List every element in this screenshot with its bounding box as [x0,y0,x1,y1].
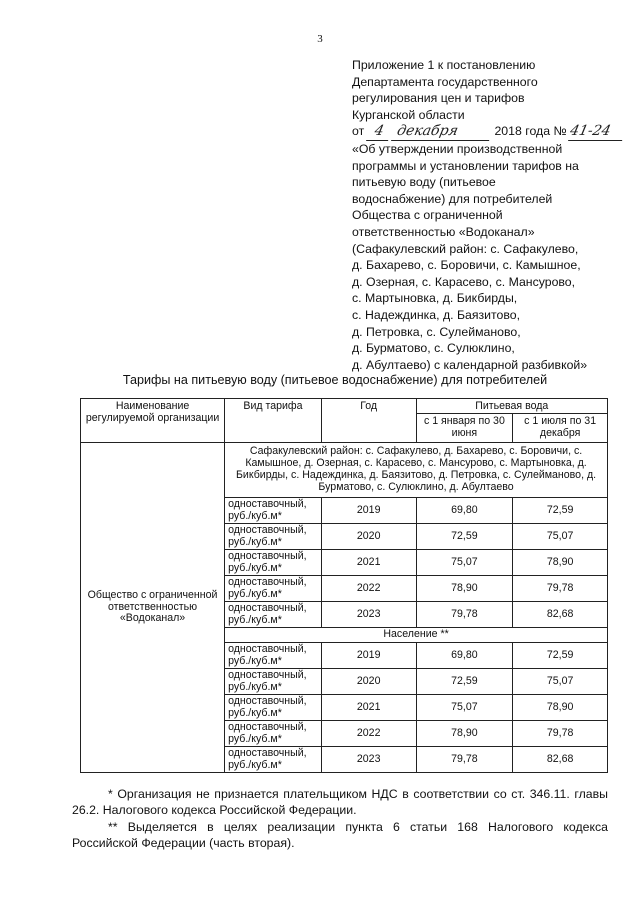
year-cell: 2022 [321,721,416,747]
population-label: Население ** [225,628,608,643]
date-year-text: 2018 года № [494,124,567,139]
year-cell: 2019 [321,643,416,669]
appendix-line: Приложение 1 к постановлению [352,58,536,72]
header-year: Год [321,399,416,443]
tariff-type-cell: одноставочный, руб./куб.м* [225,602,322,628]
tariff-type-cell: одноставочный, руб./куб.м* [225,576,322,602]
year-cell: 2021 [321,550,416,576]
appendix-title-line: с. Мартыновка, д. Бикбирды, [352,291,518,306]
tariff-type-cell: одноставочный, руб./куб.м* [225,524,322,550]
year-cell: 2023 [321,747,416,773]
value-cell-period-2: 79,78 [513,576,608,602]
page-number: 3 [317,33,323,45]
tariff-type-cell: одноставочный, руб./куб.м* [225,721,322,747]
value-cell-period-1: 78,90 [416,721,513,747]
value-cell-period-1: 78,90 [416,576,513,602]
year-cell: 2019 [321,498,416,524]
organization-cell: Общество с ограниченной ответственностью «Водоканал» [81,443,225,773]
appendix-line: Курганской области [352,107,465,122]
tariff-type-cell: одноставочный, руб./куб.м* [225,695,322,721]
date-month: декабря [391,123,493,141]
value-cell-period-1: 72,59 [416,669,513,695]
document-number: 41-24 [568,123,626,141]
tariff-type-cell: одноставочный, руб./куб.м* [225,643,322,669]
appendix-title-line: д. Бахарево, с. Боровичи, с. Камышное, [352,258,581,273]
value-cell-period-1: 69,80 [416,643,513,669]
date-day: 4 [366,123,392,141]
year-cell: 2020 [321,669,416,695]
value-cell-period-2: 78,90 [513,550,608,576]
appendix-title-line: д. Абултаево) с календарной разбивкой» [352,357,588,372]
year-cell: 2021 [321,695,416,721]
year-cell: 2022 [321,576,416,602]
appendix-title-line: с. Надеждинка, д. Баязитово, [352,307,521,322]
header-organization: Наименование регулируемой организации [81,399,225,443]
appendix-title-line: Общества с ограниченной [352,208,503,223]
tariff-type-cell: одноставочный, руб./куб.м* [225,747,322,773]
year-cell: 2020 [321,524,416,550]
tariff-type-cell: одноставочный, руб./куб.м* [225,669,322,695]
appendix-line: Департамента государственного [352,74,538,89]
value-cell-period-2: 79,78 [513,721,608,747]
value-cell-period-1: 79,78 [416,602,513,628]
value-cell-period-1: 79,78 [416,747,513,773]
region-cell: Сафакулевский район: с. Сафакулево, д. Бахарево, с. Боровичи, с. Камышное, д. Озерная, с. Карасево, с. Мансурово, с. Мартыновка, д. Бикбирды, с. Надеждинка, д. Баязитово, д. Петровка, с. Сулейманово, д. Бурматово, с. Сулюклино, д. Абултаево [225,443,608,498]
header-tariff-type: Вид тарифа [225,399,322,443]
value-cell-period-2: 78,90 [513,695,608,721]
year-cell: 2023 [321,602,416,628]
date-line [352,123,622,141]
appendix-title-line: д. Озерная, с. Карасево, с. Мансурово, [352,274,576,289]
appendix-title-line: (Сафакулевский район: с. Сафакулево, [352,241,579,256]
value-cell-period-2: 75,07 [513,524,608,550]
tariff-type-cell: одноставочный, руб./куб.м* [225,498,322,524]
value-cell-period-2: 82,68 [513,747,608,773]
value-cell-period-2: 75,07 [513,669,608,695]
appendix-title-line: питьевую воду (питьевое [352,175,496,190]
value-cell-period-2: 72,59 [513,498,608,524]
value-cell-period-1: 75,07 [416,550,513,576]
table-title: Тарифы на питьевую воду (питьевое водоснабжение) для потребителей [122,373,548,387]
value-cell-period-1: 72,59 [416,524,513,550]
footnote-population: ** Выделяется в целях реализации пункта 6 статьи 168 Налогового кодекса Российской Федерации (часть вторая). [72,819,608,851]
date-prefix: от [352,124,365,139]
value-cell-period-2: 82,68 [513,602,608,628]
tariff-type-cell: одноставочный, руб./куб.м* [225,550,322,576]
appendix-title-line: водоснабжение) для потребителей [352,191,553,206]
header-period-1: с 1 января по 30 июня [416,414,513,443]
appendix-title-line: программы и установлении тарифов на [352,158,579,173]
tariff-table [80,398,608,773]
appendix-title-line: д. Бурматово, с. Сулюклино, [352,341,515,356]
header-drinking-water: Питьевая вода [416,399,607,414]
footnote-vat: * Организация не признается плательщиком НДС в соответствии со ст. 346.11. главы 26.2. Налогового кодекса Российской Федерации. [72,787,608,818]
value-cell-period-2: 72,59 [513,643,608,669]
value-cell-period-1: 75,07 [416,695,513,721]
appendix-line: регулирования цен и тарифов [352,91,525,106]
appendix-title-line: д. Петровка, с. Сулейманово, [352,324,521,339]
appendix-title-line: ответственностью «Водоканал» [352,224,535,239]
header-period-2: с 1 июля по 31 декабря [513,414,608,443]
appendix-title-line: «Об утверждении производственной [352,141,563,156]
value-cell-period-1: 69,80 [416,498,513,524]
appendix-block [352,57,622,373]
footnotes [72,786,608,852]
